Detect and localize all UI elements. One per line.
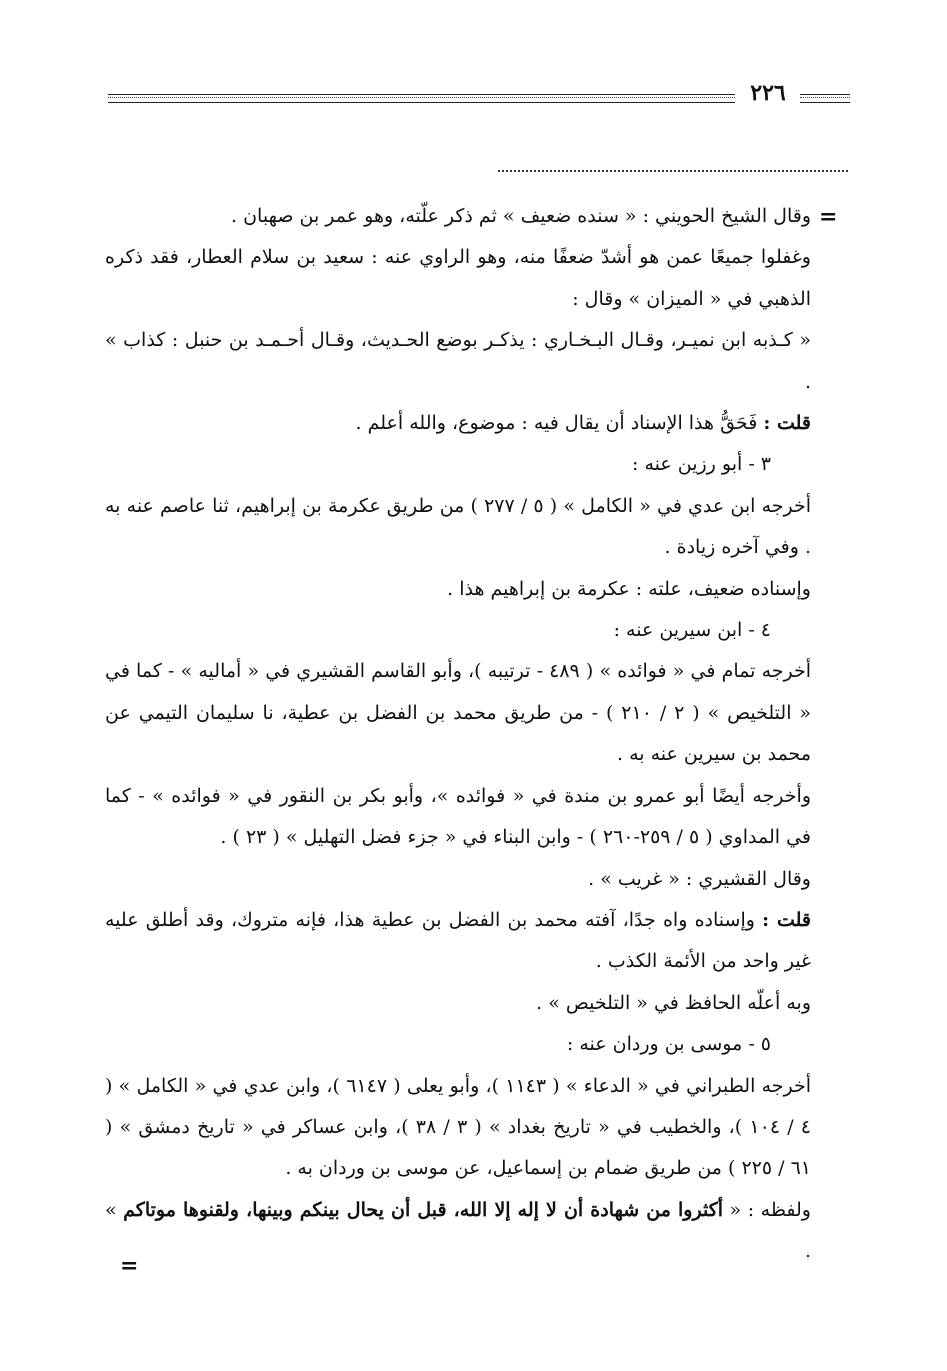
qultu-label: قلت : — [762, 908, 811, 931]
hadith-text — [105, 1190, 811, 1273]
paragraph-text: فَحَقُّ هذا الإسناد أن يقال فيه : موضوع، والله أعلم . — [355, 412, 764, 435]
paragraph: وبه أعلّه الحافظ في « التلخيص » . — [536, 991, 811, 1014]
paragraph: وغفلوا جميعًا عمن هو أشدّ ضعفًا منه، وهو الراوي عنه : سعيد بن سلام العطار، فقد ذكره الذهبي في « الميزان » وقال : — [105, 246, 811, 310]
hadith-prefix: ولفظه : « — [723, 1198, 811, 1221]
paragraph: أخرجه تمام في « فوائده » ( ٤٨٩ - ترتيبه )، وأبو القاسم القشيري في « أماليه » - كما في « التلخيص » ( ٢ / ٢١٠ ) - من طريق محمد بن الفضل بن عطية، نا سليمان التيمي عن محمد بن سيرين عنه به . — [105, 660, 812, 766]
hadith-quote: أكثروا من شهادة أن لا إله إلا الله، قبل أن يحال بينكم وبينها، ولقنوها موتاكم — [123, 1198, 724, 1221]
page-number: ٢٢٦ — [750, 80, 786, 106]
continuation-marker-bottom: = — [120, 1253, 139, 1279]
page-header — [108, 78, 850, 114]
qultu-label: قلت : — [763, 412, 811, 435]
footnote-body — [105, 196, 811, 1273]
hadith-suffix: » . — [105, 1198, 811, 1263]
paragraph: وقال الشيخ الحويني : « سنده ضعيف » ثم ذكر علّته، وهو عمر بن صهبان . — [231, 205, 811, 227]
section-heading: ٣ - أبو رزين عنه : — [632, 453, 771, 476]
section-heading: ٥ - موسى بن وردان عنه : — [566, 1033, 771, 1056]
paragraph: أخرجه الطبراني في « الدعاء » ( ١١٤٣ )، وأبو يعلى ( ٦١٤٧ )، وابن عدي في « الكامل » ( ٤ / ١٠٤ )، والخطيب في « تاريخ بغداد » ( ٣ / ٣٨ )، وابن عساكر في « تاريخ دمشق » ( ٦١ / ٢٢٥ ) من طريق ضمام بن إسماعيل، عن موسى بن وردان به . — [105, 1074, 812, 1180]
paragraph: وأخرجه أيضًا أبو عمرو بن مندة في « فوائده »، وأبو بكر بن النقور في « فوائده » - كما في المداوي ( ٥ / ٢٥٩-٢٦٠ ) - وابن البناء في « جزء فضل التهليل » ( ٢٣ ) . — [105, 784, 811, 849]
paragraph-text: وإسناده واه جدًا، آفته محمد بن الفضل بن عطية هذا، فإنه متروك، وقد أطلق عليه غير واحد من الأئمة الكذب . — [105, 908, 811, 973]
quotation: « كـذبه ابن نميـر، وقـال البـخـاري : يذكـر بوضع الحـديث، وقـال أحـمـد بن حنبل : كذاب » . — [105, 329, 811, 393]
header-rule-right — [800, 94, 850, 103]
paragraph: وإسناده ضعيف، علته : عكرمة بن إبراهيم هذا . — [447, 577, 811, 600]
paragraph: وقال القشيري : « غريب » . — [588, 867, 811, 890]
paragraph — [105, 403, 811, 444]
footnote-separator — [498, 170, 848, 172]
header-rule-left — [108, 94, 735, 103]
continuation-marker-top: = — [819, 204, 838, 230]
paragraph: أخرجه ابن عدي في « الكامل » ( ٥ / ٢٧٧ ) من طريق عكرمة بن إبراهيم، ثنا عاصم عنه به . وفي آخره زيادة . — [105, 494, 812, 559]
paragraph — [105, 900, 811, 983]
section-heading: ٤ - ابن سيرين عنه : — [613, 619, 771, 642]
